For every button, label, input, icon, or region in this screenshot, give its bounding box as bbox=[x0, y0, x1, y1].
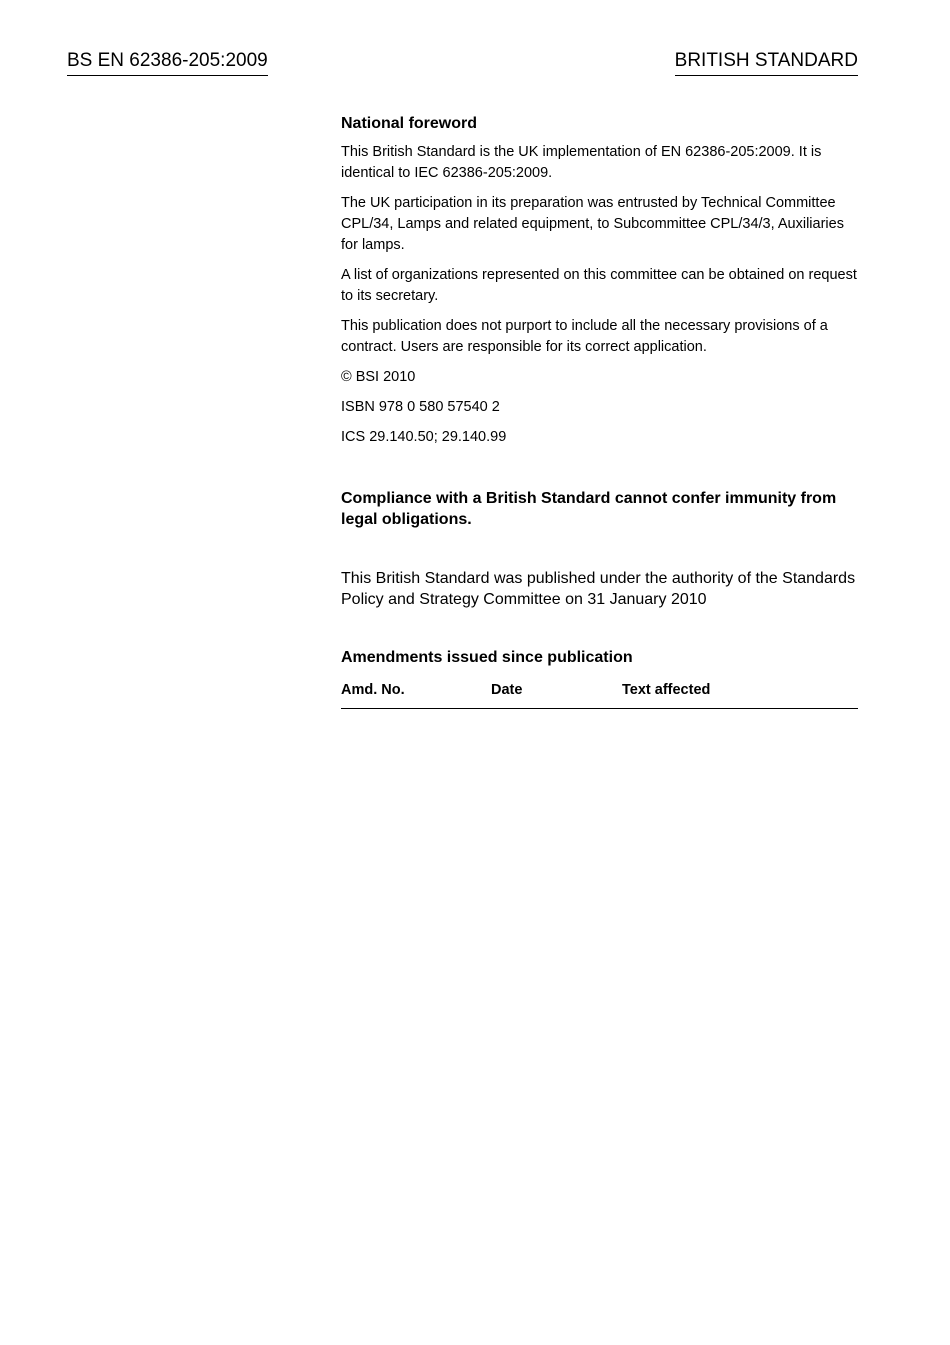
column-header-date: Date bbox=[491, 682, 523, 698]
authority-statement: This British Standard was published under the authority of the Standards Policy and Strategy Committee on 31 January 2010 bbox=[341, 570, 856, 608]
ics-line: ICS 29.140.50; 29.140.99 bbox=[341, 429, 507, 445]
isbn-line: ISBN 978 0 580 57540 2 bbox=[341, 399, 500, 415]
compliance-statement: Compliance with a British Standard cannot confer immunity from legal obligations. bbox=[341, 490, 837, 528]
amendments-table-header bbox=[341, 680, 858, 709]
column-header-text-affected: Text affected bbox=[622, 682, 711, 698]
series-label: BRITISH STANDARD bbox=[675, 49, 858, 76]
foreword-paragraph-committee: The UK participation in its preparation was entrusted by Technical Committee CPL/34, Lamps and related equipment, to Subcommittee CPL/34/3, Auxiliaries for lamps. bbox=[341, 195, 844, 253]
foreword-paragraph-provisions: This publication does not purport to include all the necessary provisions of a contract. Users are responsible for its correct application. bbox=[341, 318, 828, 355]
document-number: BS EN 62386-205:2009 bbox=[67, 49, 268, 76]
copyright-line: © BSI 2010 bbox=[341, 369, 416, 385]
foreword-section bbox=[341, 112, 861, 709]
column-header-amd-no: Amd. No. bbox=[341, 682, 405, 698]
amendments-heading: Amendments issued since publication bbox=[341, 649, 633, 666]
foreword-paragraph-organizations: A list of organizations represented on this committee can be obtained on request to its secretary. bbox=[341, 267, 857, 304]
foreword-heading: National foreword bbox=[341, 115, 478, 132]
foreword-paragraph-identity: This British Standard is the UK implementation of EN 62386-205:2009. It is identical to IEC 62386-205:2009. bbox=[341, 144, 822, 181]
